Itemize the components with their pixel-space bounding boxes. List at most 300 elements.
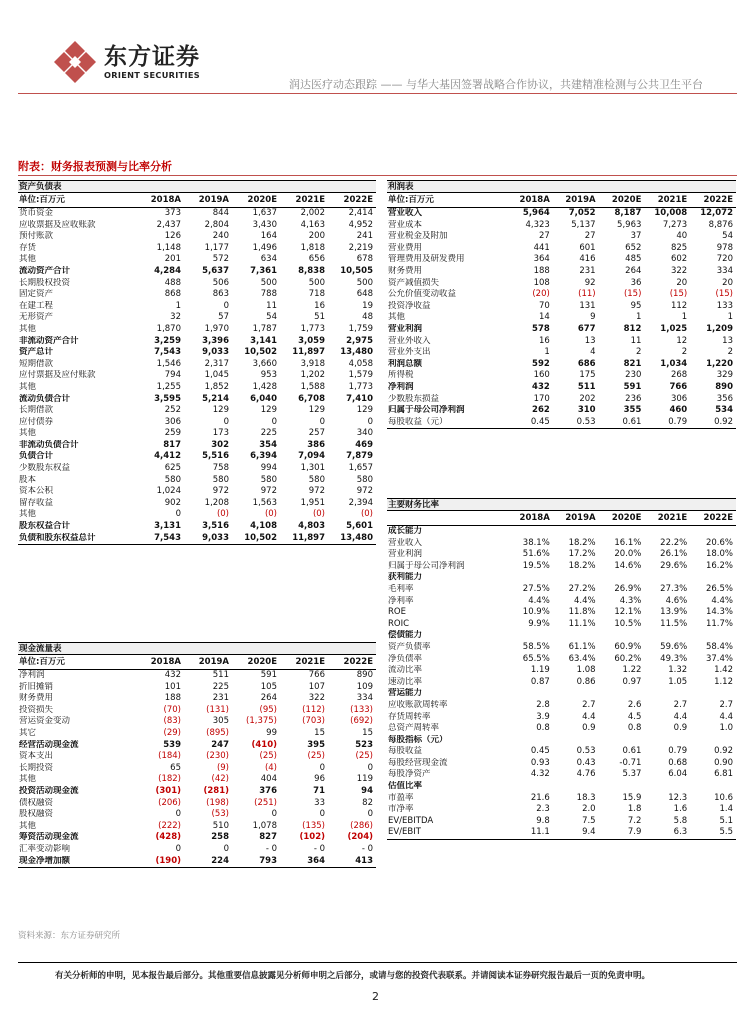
value-cell: 27	[584, 231, 596, 242]
row-label: 归属于母公司净利润	[388, 560, 465, 571]
table-row	[387, 827, 736, 839]
table-row	[387, 254, 736, 266]
value-cell: (1,375)	[246, 716, 277, 727]
value-cell	[553, 688, 599, 700]
value-cell: 0.53	[576, 746, 596, 757]
value-cell: 9.9%	[528, 618, 550, 629]
value-cell: 0.61	[622, 746, 642, 757]
value-cell: 485	[625, 254, 642, 265]
table-row	[18, 417, 376, 429]
value-cell: 978	[716, 242, 733, 253]
value-cell	[507, 526, 553, 538]
value-cell	[507, 630, 553, 642]
row-label: 总资产周转率	[388, 723, 440, 734]
value-cell: 0.92	[690, 417, 736, 429]
row-label: 营业成本	[388, 219, 423, 230]
value-cell: 7.9	[599, 827, 645, 839]
value-cell: (25)	[259, 751, 277, 762]
row-label: 负债和股东权益总计	[18, 533, 136, 545]
value-cell: 4,284	[154, 265, 181, 276]
value-cell	[553, 735, 599, 747]
value-cell: 506	[212, 277, 229, 288]
value-cell: 9,033	[202, 347, 229, 358]
value-cell: 3,595	[154, 393, 181, 404]
table-row	[18, 774, 376, 786]
row-label: 应收票据及应收账款	[19, 219, 96, 230]
value-cell: 26.1%	[660, 549, 688, 560]
value-cell: 5.8	[673, 815, 688, 826]
year-column-header: 2021E	[644, 511, 690, 526]
value-cell	[507, 688, 553, 700]
value-cell: (135)	[302, 820, 325, 831]
value-cell: 13	[584, 335, 596, 346]
row-label: 其他	[19, 381, 37, 392]
value-cell: 678	[356, 254, 373, 265]
cash-flow-table	[18, 655, 376, 868]
value-cell: 264	[625, 265, 642, 276]
row-label: 其他	[388, 312, 406, 323]
value-cell: 16	[538, 335, 550, 346]
value-cell: 1,546	[156, 358, 181, 369]
value-cell: 821	[623, 358, 642, 369]
value-cell: (70)	[163, 704, 181, 715]
value-cell: 0	[271, 809, 277, 820]
table-header-row	[18, 655, 376, 670]
row-label: 少数股东权益	[19, 463, 71, 474]
table-row	[387, 746, 736, 758]
value-cell: 4	[590, 347, 596, 358]
value-cell: 26.5%	[705, 583, 733, 594]
value-cell: 131	[579, 300, 596, 311]
value-cell: 0	[223, 300, 229, 311]
value-cell: 10,008	[654, 208, 688, 218]
value-cell: 262	[532, 405, 550, 416]
report-header-subtitle: 润达医疗动态跟踪 —— 与华大基因签署战略合作协议，共建精准检测与公共卫生平台	[289, 78, 703, 91]
value-cell: (182)	[158, 774, 181, 785]
value-cell: 1	[681, 312, 688, 323]
value-cell: 4,108	[250, 521, 277, 532]
value-cell: (42)	[211, 774, 229, 785]
value-cell: 12	[676, 335, 688, 346]
row-label: 净利润	[19, 670, 45, 680]
row-label: 资产负债率	[388, 641, 431, 652]
value-cell: 82	[362, 797, 373, 808]
value-cell: 2.8	[536, 699, 550, 710]
section-label: 每股指标（元）	[388, 734, 448, 745]
value-cell: 60.9%	[614, 641, 642, 652]
row-label: 财务费用	[19, 693, 54, 704]
table-row	[387, 700, 736, 712]
value-cell: 305	[212, 716, 229, 727]
value-cell: 3,141	[250, 335, 277, 346]
value-cell: 0.8	[627, 723, 642, 734]
value-cell: 8,838	[298, 265, 325, 276]
table-row	[18, 254, 376, 266]
value-cell: 22.2%	[660, 537, 688, 548]
table-row	[18, 312, 376, 324]
balance-sheet-title: 资产负债表	[18, 180, 376, 193]
value-cell: 18.0%	[705, 549, 733, 560]
value-cell: 4.5	[627, 711, 642, 722]
value-cell: 1.0	[719, 723, 733, 734]
row-label: 应付票据及应付账款	[19, 370, 96, 381]
table-row	[387, 370, 736, 382]
row-label: 非流动负债合计	[19, 439, 79, 450]
value-cell: 129	[212, 405, 229, 416]
value-cell: 0	[367, 809, 373, 820]
value-cell: 793	[232, 856, 280, 868]
value-cell: 469	[355, 439, 373, 450]
value-cell: 1,209	[706, 323, 733, 334]
value-cell: 2	[635, 347, 642, 358]
value-cell: 634	[260, 254, 277, 265]
value-cell: 15	[362, 727, 373, 738]
value-cell: 0	[367, 762, 373, 773]
value-cell: 863	[212, 289, 229, 300]
value-cell: 2.7	[719, 699, 733, 710]
value-cell: 868	[164, 289, 181, 300]
value-cell: 27.3%	[660, 583, 688, 594]
value-cell: 1,034	[660, 358, 688, 369]
value-cell: 356	[716, 393, 733, 404]
unit-label	[387, 511, 507, 526]
financial-ratios-title: 主要财务比率	[387, 498, 736, 511]
value-cell: 500	[356, 277, 373, 288]
page-number: 2	[372, 990, 379, 1003]
value-cell: (703)	[302, 716, 325, 727]
table-row	[18, 498, 376, 510]
logo-chinese-name: 东方证券	[104, 43, 200, 70]
value-cell: 2,804	[204, 219, 229, 230]
value-cell: 758	[212, 463, 229, 474]
value-cell: 2,414	[348, 208, 373, 218]
row-label: 投资损失	[19, 704, 54, 715]
table-row	[387, 382, 736, 394]
header-divider	[18, 93, 737, 94]
value-cell: 580	[164, 474, 181, 485]
value-cell: 5,963	[617, 219, 642, 230]
value-cell: 6,708	[298, 393, 325, 404]
value-cell: (83)	[163, 716, 181, 727]
table-row	[18, 682, 376, 694]
value-cell: 12.1%	[614, 607, 642, 618]
table-row	[387, 278, 736, 290]
income-statement-title: 利润表	[387, 180, 736, 193]
section-label: 获利能力	[388, 572, 423, 583]
row-label: 营业利润	[388, 549, 423, 560]
row-label: 流动负债合计	[19, 393, 71, 404]
table-row	[18, 832, 376, 844]
value-cell: 0.68	[668, 757, 688, 768]
value-cell: 844	[212, 208, 229, 218]
value-cell: 2.0	[582, 804, 596, 815]
table-row	[387, 347, 736, 359]
row-label: ROE	[388, 607, 406, 618]
table-header-row	[387, 193, 736, 208]
value-cell: (29)	[163, 727, 181, 738]
value-cell: 8,187	[614, 208, 642, 218]
table-row	[387, 208, 736, 220]
value-cell: 1.6	[673, 804, 688, 815]
table-row	[18, 798, 376, 810]
year-column-header: 2022E	[690, 193, 736, 208]
value-cell: 51	[314, 312, 325, 323]
year-column-header: 2022E	[328, 655, 376, 670]
value-cell: 302	[211, 439, 229, 450]
value-cell: 953	[260, 370, 277, 381]
table-row	[18, 243, 376, 255]
row-label: 现金净增加额	[18, 856, 136, 868]
row-label: 营业收入	[388, 537, 423, 548]
value-cell: (0)	[216, 509, 229, 520]
value-cell: 18.2%	[568, 537, 596, 548]
value-cell: 0.8	[536, 723, 550, 734]
table-row	[18, 521, 376, 533]
value-cell: 510	[212, 820, 229, 831]
value-cell: 20.0%	[614, 549, 642, 560]
value-cell: 460	[669, 405, 688, 416]
value-cell: 65.5%	[522, 653, 550, 664]
value-cell: 0.90	[714, 757, 733, 768]
table-row	[387, 324, 736, 336]
value-cell: 686	[577, 358, 596, 369]
value-cell	[599, 781, 645, 793]
value-cell: 4.4	[719, 711, 733, 722]
value-cell: 57	[218, 312, 229, 323]
value-cell: 2	[727, 347, 733, 358]
value-cell	[690, 526, 736, 538]
year-column-header: 2019A	[553, 511, 599, 526]
value-cell: 5,516	[202, 451, 229, 462]
value-cell: 225	[260, 428, 277, 439]
row-label: 存货周转率	[388, 711, 431, 722]
value-cell: 1	[635, 312, 642, 323]
value-cell: (4)	[264, 762, 277, 773]
value-cell: 4,803	[298, 521, 325, 532]
value-cell: 1,496	[252, 242, 277, 253]
value-cell: 16.1%	[614, 537, 642, 548]
value-cell: 1,148	[156, 242, 181, 253]
table-row	[18, 359, 376, 371]
value-cell: 0.93	[530, 757, 550, 768]
value-cell: 20.6%	[705, 537, 733, 548]
value-cell: 4.6%	[665, 595, 688, 606]
value-cell: 1,773	[300, 323, 325, 334]
row-label: 短期借款	[19, 358, 54, 369]
value-cell: 1.4	[719, 804, 733, 815]
value-cell: 0	[175, 809, 181, 820]
value-cell: 12.3	[668, 792, 688, 803]
table-row	[387, 665, 736, 677]
value-cell: 231	[579, 265, 596, 276]
year-column-header: 2018A	[507, 193, 553, 208]
value-cell: (281)	[203, 785, 229, 796]
table-row	[18, 670, 376, 682]
value-cell: (0)	[264, 509, 277, 520]
value-cell: 0.9	[673, 723, 688, 734]
year-column-header: 2020E	[599, 511, 645, 526]
value-cell: 236	[625, 393, 642, 404]
value-cell: 268	[670, 370, 688, 381]
value-cell: 580	[212, 474, 229, 485]
value-cell: 817	[163, 439, 181, 450]
table-row	[18, 486, 376, 498]
value-cell: 1.8	[627, 804, 642, 815]
value-cell: 972	[308, 486, 325, 497]
value-cell: (11)	[578, 289, 596, 300]
value-cell: 4.3%	[619, 595, 642, 606]
row-label: 债权融资	[19, 797, 54, 808]
value-cell: 14	[538, 312, 550, 323]
year-column-header: 2020E	[232, 193, 280, 208]
value-cell: 0.45	[530, 746, 550, 757]
value-cell: 11.8%	[568, 607, 596, 618]
value-cell: 3,131	[154, 521, 181, 532]
row-label: 归属于母公司净利润	[388, 405, 465, 416]
year-column-header: 2021E	[280, 193, 328, 208]
value-cell: 49.3%	[660, 653, 688, 664]
value-cell: 51.6%	[522, 549, 550, 560]
value-cell: 257	[308, 428, 325, 439]
table-row	[18, 405, 376, 417]
value-cell: 972	[260, 486, 277, 497]
value-cell: (895)	[206, 727, 229, 738]
value-cell: 0.97	[622, 676, 642, 687]
value-cell	[690, 688, 736, 700]
row-label: 投资活动现金流	[19, 785, 79, 796]
value-cell: 10.9%	[522, 607, 550, 618]
value-cell: 0	[175, 509, 181, 520]
section-row	[387, 781, 736, 793]
value-cell: (286)	[350, 820, 373, 831]
value-cell: 58.4%	[705, 641, 733, 652]
value-cell: 0.92	[714, 746, 733, 757]
value-cell: 364	[280, 856, 328, 868]
value-cell: 0.79	[644, 417, 690, 429]
value-cell: 1,852	[204, 381, 229, 392]
year-column-header: 2020E	[232, 655, 280, 670]
value-cell: (20)	[532, 289, 550, 300]
row-label: 财务费用	[388, 265, 423, 276]
value-cell	[599, 735, 645, 747]
value-cell: 306	[670, 393, 688, 404]
value-cell: 11.5%	[660, 618, 688, 629]
balance-sheet-panel	[18, 180, 376, 545]
value-cell	[644, 781, 690, 793]
year-column-header: 2022E	[690, 511, 736, 526]
table-row	[387, 359, 736, 371]
row-label: 非流动资产合计	[19, 335, 79, 346]
row-label: 股权融资	[19, 809, 54, 820]
value-cell: (95)	[259, 704, 277, 715]
value-cell: 1,255	[156, 381, 181, 392]
value-cell: 5,214	[202, 393, 229, 404]
table-row	[387, 538, 736, 550]
value-cell: - 0	[313, 843, 325, 854]
value-cell: 0.43	[576, 757, 596, 768]
value-cell: 12,072	[700, 208, 733, 218]
year-column-header: 2022E	[328, 193, 376, 208]
table-row	[387, 336, 736, 348]
table-row	[18, 463, 376, 475]
value-cell: 13,480	[328, 533, 376, 545]
value-cell: 354	[259, 439, 277, 450]
value-cell: 591	[623, 381, 642, 392]
row-label: 资本支出	[19, 751, 54, 762]
table-row	[18, 336, 376, 348]
value-cell: 252	[164, 405, 181, 416]
value-cell: 3,430	[252, 219, 277, 230]
value-cell: 1,787	[252, 323, 277, 334]
value-cell: 4,058	[348, 358, 373, 369]
value-cell: (410)	[251, 739, 277, 750]
value-cell: 4,163	[300, 219, 325, 230]
value-cell: 188	[164, 693, 181, 704]
value-cell: 5,637	[202, 265, 229, 276]
row-label: 营运资金变动	[19, 716, 71, 727]
value-cell: 6.3	[644, 827, 690, 839]
row-label: 其他	[19, 323, 37, 334]
value-cell: 9	[590, 312, 596, 323]
year-column-header: 2018A	[136, 193, 184, 208]
value-cell: 164	[260, 231, 277, 242]
value-cell: 16	[314, 300, 325, 311]
value-cell: 0.9	[582, 723, 596, 734]
value-cell: 240	[212, 231, 229, 242]
value-cell: 364	[533, 254, 550, 265]
value-cell: 7,879	[346, 451, 373, 462]
value-cell: (184)	[158, 751, 181, 762]
value-cell: 500	[260, 277, 277, 288]
value-cell: 306	[164, 416, 181, 427]
value-cell: 0.86	[576, 676, 596, 687]
value-cell: 578	[532, 323, 550, 334]
value-cell	[599, 572, 645, 584]
value-cell: 1,951	[300, 497, 325, 508]
value-cell: 11,897	[292, 347, 325, 358]
data-source-note: 资料来源：东方证券研究所	[18, 931, 121, 941]
value-cell: 4,412	[154, 451, 181, 462]
value-cell: 2	[681, 347, 688, 358]
table-row	[387, 584, 736, 596]
table-row	[18, 509, 376, 521]
value-cell: 224	[184, 856, 232, 868]
row-label: 营业税金及附加	[388, 231, 448, 242]
value-cell: 70	[538, 300, 550, 311]
value-cell: 890	[715, 381, 733, 392]
year-column-header: 2019A	[553, 193, 599, 208]
value-cell: 1,657	[348, 463, 373, 474]
value-cell: (251)	[254, 797, 277, 808]
table-row	[387, 723, 736, 735]
table-row	[18, 278, 376, 290]
value-cell: 1,588	[300, 381, 325, 392]
value-cell: 17.2%	[568, 549, 596, 560]
row-label: 存货	[19, 242, 37, 253]
value-cell: 310	[577, 405, 596, 416]
table-row	[18, 856, 376, 868]
value-cell: 9,033	[184, 533, 232, 545]
value-cell: (112)	[302, 704, 325, 715]
value-cell: 10,502	[244, 347, 277, 358]
value-cell: 20	[676, 277, 688, 288]
value-cell: 7,094	[298, 451, 325, 462]
value-cell: 40	[676, 231, 688, 242]
table-row	[18, 821, 376, 833]
table-row	[387, 712, 736, 724]
value-cell: 225	[212, 681, 229, 692]
value-cell: 11	[266, 300, 277, 311]
